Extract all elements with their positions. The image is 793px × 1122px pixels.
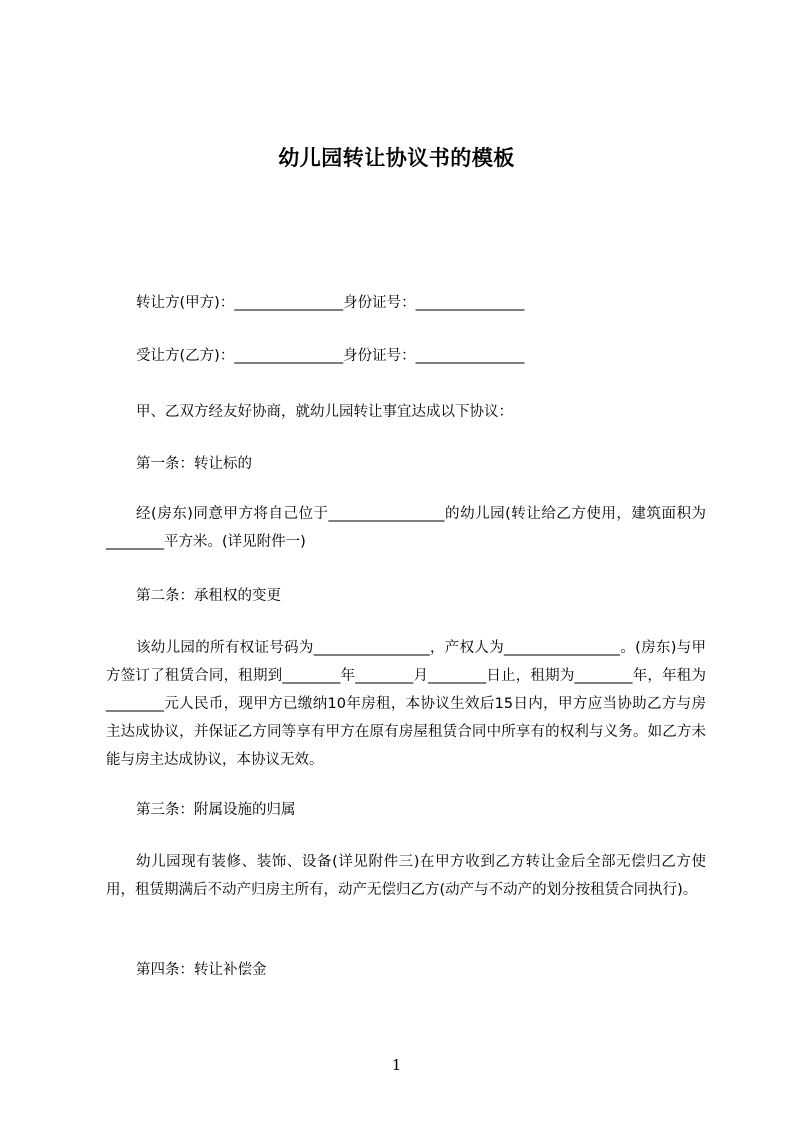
page-number: 1: [391, 1056, 402, 1074]
article-1-body: 经(房东)同意甲方将自己位于________________的幼儿园(转让给乙方使用，建筑面积为________平方米。(详见附件一): [106, 506, 706, 550]
article-2-body: 该幼儿园的所有权证号码为________________，产权人为________________。(房东)与甲方签订了租赁合同，租期到________年________月________日止，租期为________年，年租为________元人民币，现甲方已缴纳10年房租，本协议生效后15日内，甲方应当协助乙方与房主达成协议，并保证乙方同等享有甲方在原有房屋租赁合同中所享有的权利与义务。如乙方未能与房主达成协议，本协议无效。: [106, 640, 706, 768]
intro-line: 甲、乙双方经友好协商，就幼儿园转让事宜达成以下协议：: [136, 404, 513, 420]
article-1-heading: 第一条：转让标的: [136, 456, 252, 472]
article-3-heading: 第三条：附属设施的归属: [136, 802, 296, 818]
party-b-line: 受让方(乙方)：_______________身份证号：_______________: [136, 348, 525, 364]
article-2-heading: 第二条：承租权的变更: [136, 588, 281, 604]
page-title: 幼儿园转让协议书的模板: [278, 146, 515, 170]
article-4-heading: 第四条：转让补偿金: [136, 962, 267, 978]
article-3-body: 幼儿园现有装修、装饰、设备(详见附件三)在甲方收到乙方转让金后全部无偿归乙方使用，租赁期满后不动产归房主所有，动产无偿归乙方(动产与不动产的划分按租赁合同执行)。: [106, 854, 706, 898]
party-a-line: 转让方(甲方)：_______________身份证号：_______________: [136, 295, 525, 311]
